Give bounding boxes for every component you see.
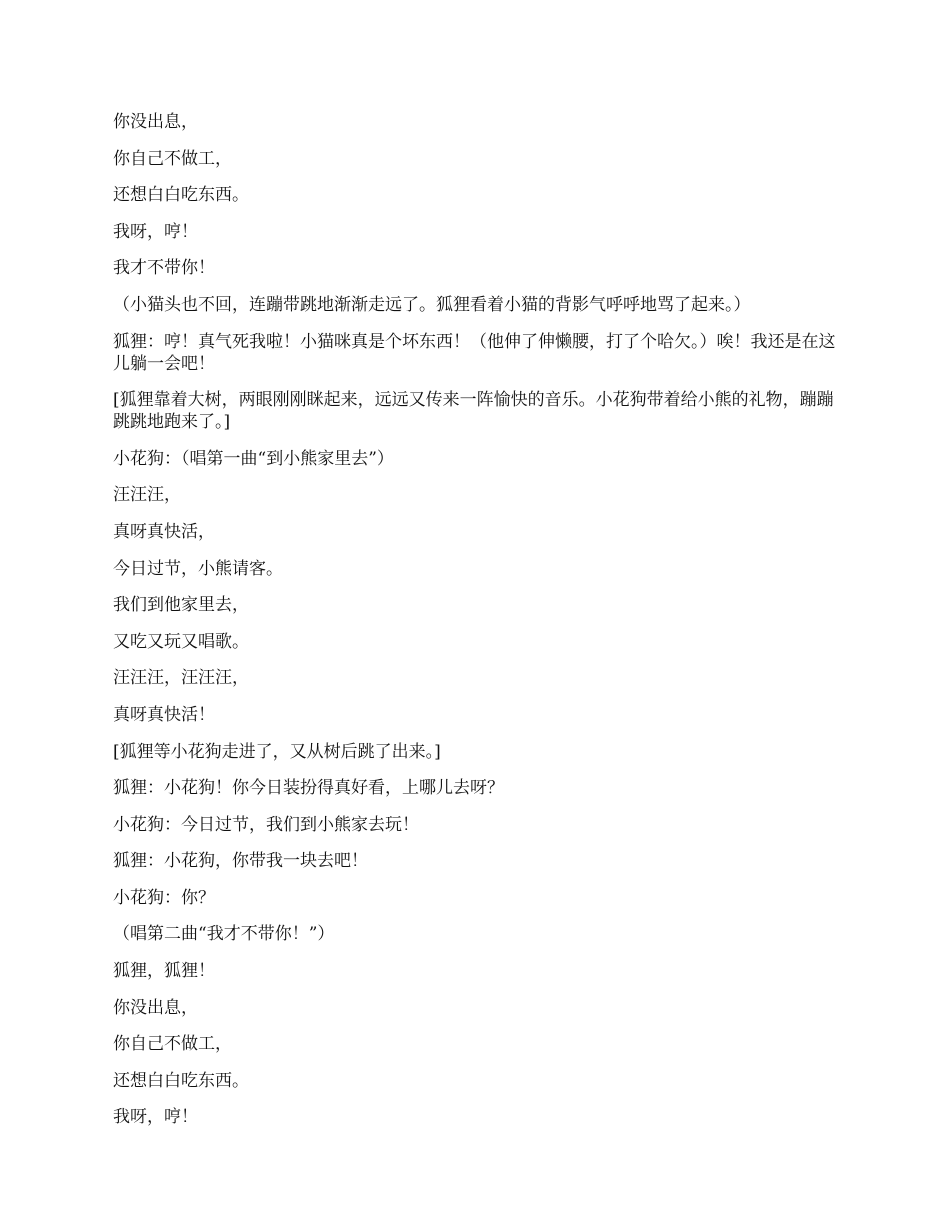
stage-direction: （唱第二曲“我才不带你！”） [113, 924, 335, 945]
paragraph: 你没出息， [113, 112, 198, 132]
paragraph: 还想白白吃东西。 [113, 185, 249, 206]
paragraph: 我呀，哼！ [113, 221, 198, 242]
dialogue-line: 狐狸：小花狗！你今日装扮得真好看，上哪儿去呀？ [113, 778, 504, 799]
lyric-line: 真呀真快活！ [113, 704, 215, 725]
stage-direction: [狐狸靠着大树，两眼刚刚眯起来，远远又传来一阵愉快的音乐。小花狗带着给小熊的礼物，蹦蹦跳跳地跑来了。] [113, 390, 834, 433]
paragraph: 你自己不做工， [113, 148, 232, 169]
dialogue-line: 狐狸：小花狗，你带我一块去吧！ [113, 851, 368, 872]
lyric-line: 你没出息， [113, 997, 198, 1018]
paragraph: 我才不带你！ [113, 258, 215, 279]
dialogue-line: 小花狗：你？ [113, 887, 215, 908]
lyric-line: 汪汪汪， [113, 485, 181, 506]
document-body [113, 111, 840, 1143]
lyric-line: 狐狸，狐狸！ [113, 961, 215, 982]
dialogue-line: 狐狸：哼！真气死我啦！小猫咪真是个坏东西！（他伸了伸懒腰，打了个哈欠。）唉！我还是在这儿躺一会吧！ [113, 331, 836, 374]
lyric-line: 真呀真快活， [113, 521, 215, 542]
stage-direction: （小猫头也不回，连蹦带跳地渐渐走远了。狐狸看着小猫的背影气呼呼地骂了起来。） [113, 294, 751, 315]
dialogue-line: 小花狗：今日过节，我们到小熊家去玩！ [113, 814, 419, 835]
lyric-line: 还想白白吃东西。 [113, 1070, 249, 1091]
lyric-line: 我们到他家里去， [113, 595, 249, 616]
lyric-line: 你自己不做工， [113, 1034, 232, 1055]
lyric-line: 我呀，哼！ [113, 1107, 198, 1128]
dialogue-line: 小花狗：（唱第一曲“到小熊家里去”） [113, 448, 394, 469]
lyric-line: 今日过节，小熊请客。 [113, 558, 283, 579]
stage-direction: [狐狸等小花狗走进了，又从树后跳了出来。] [113, 741, 441, 762]
lyric-line: 汪汪汪，汪汪汪， [113, 668, 249, 689]
lyric-line: 又吃又玩又唱歌。 [113, 631, 249, 652]
